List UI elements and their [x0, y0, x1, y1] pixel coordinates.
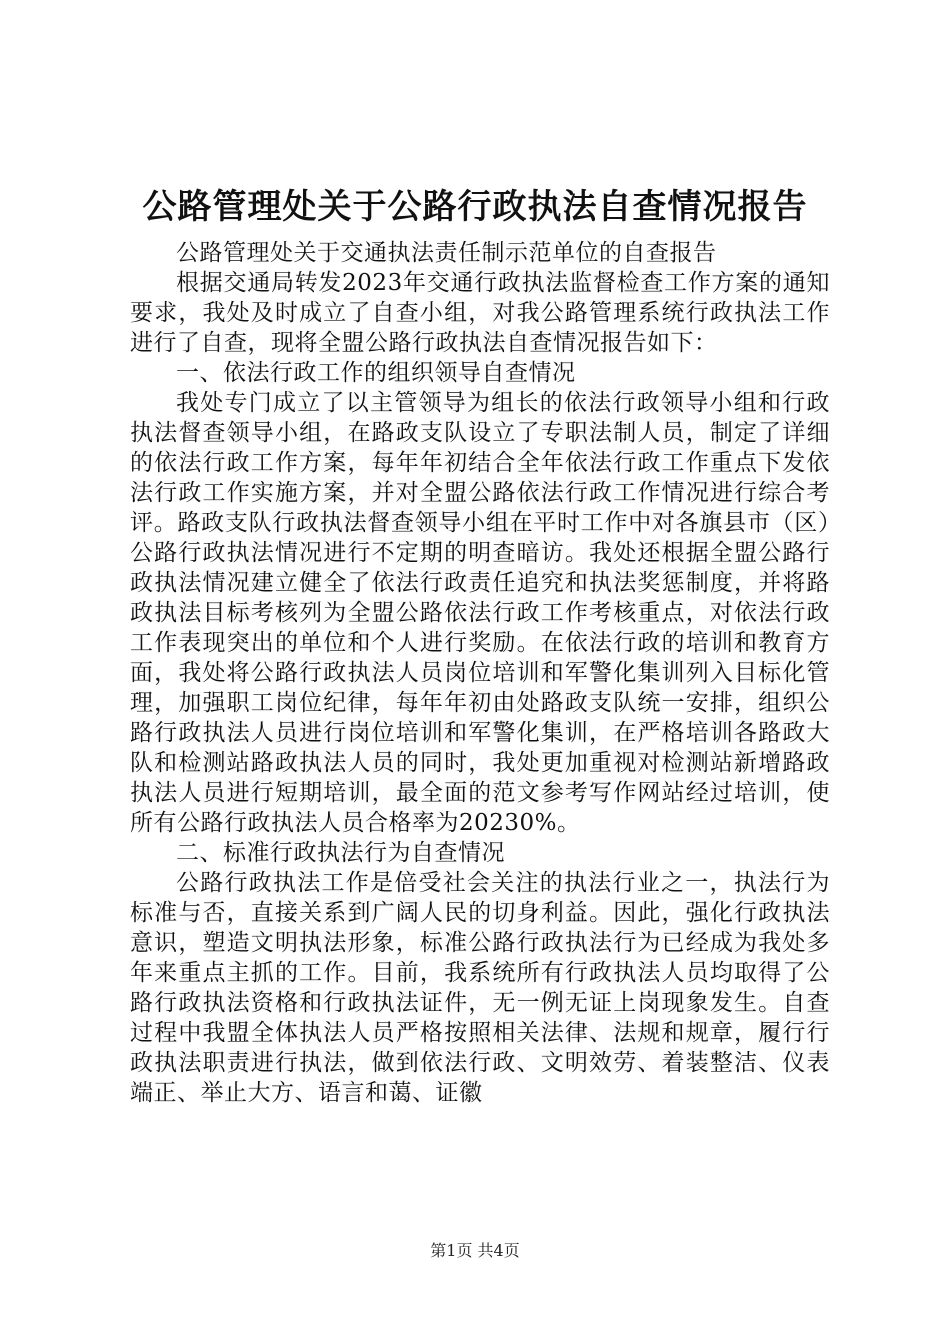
paragraph-subtitle: 公路管理处关于交通执法责任制示范单位的自查报告 [176, 240, 717, 266]
section-heading-1: 一、依法行政工作的组织领导自查情况 [176, 360, 576, 386]
document-body [130, 238, 830, 1108]
paragraph-section-1: 我处专门成立了以主管领导为组长的依法行政领导小组和行政执法督查领导小组，在路政支队设立了专职法制人员，制定了详细的依法行政工作方案，每年年初结合全年依法行政工作重点下发依法行政工作实施方案，并对全盟公路依法行政工作情况进行综合考评。路政支队行政执法督查领导小组在平时工作中对各旗县市（区）公路行政执法情况进行不定期的明查暗访。我处还根据全盟公路行政执法情况建立健全了依法行政责任追究和执法奖惩制度，并将路政执法目标考核列为全盟公路依法行政工作考核重点，对依法行政工作表现突出的单位和个人进行奖励。在依法行政的培训和教育方面，我处将公路行政执法人员岗位培训和军警化集训列入目标化管理，加强职工岗位纪律，每年年初由处路政支队统一安排，组织公路行政执法人员进行岗位培训和军警化集训，在严格培训各路政大队和检测站路政执法人员的同时，我处更加重视对检测站新增路政执法人员进行短期培训，最全面的范文参考写作网站经过培训，使所有公路行政执法人员合格率为20230%。 [130, 390, 830, 836]
paragraph-intro: 根据交通局转发2023年交通行政执法监督检查工作方案的通知要求，我处及时成立了自查小组，对我公路管理系统行政执法工作进行了自查，现将全盟公路行政执法自查情况报告如下： [130, 270, 830, 356]
page-footer: 第1页 共4页 [430, 1241, 520, 1260]
document-title: 公路管理处关于公路行政执法自查情况报告 [142, 187, 808, 227]
section-heading-2: 二、标准行政执法行为自查情况 [176, 840, 505, 866]
paragraph-section-2: 公路行政执法工作是倍受社会关注的执法行业之一，执法行为标准与否，直接关系到广阔人民的切身利益。因此，强化行政执法意识，塑造文明执法形象，标准公路行政执法行为已经成为我处多年来重点主抓的工作。目前，我系统所有行政执法人员均取得了公路行政执法资格和行政执法证件，无一例无证上岗现象发生。自查过程中我盟全体执法人员严格按照相关法律、法规和规章，履行行政执法职责进行执法，做到依法行政、文明效劳、着装整洁、仪表端正、举止大方、语言和蔼、证徽 [130, 870, 830, 1106]
